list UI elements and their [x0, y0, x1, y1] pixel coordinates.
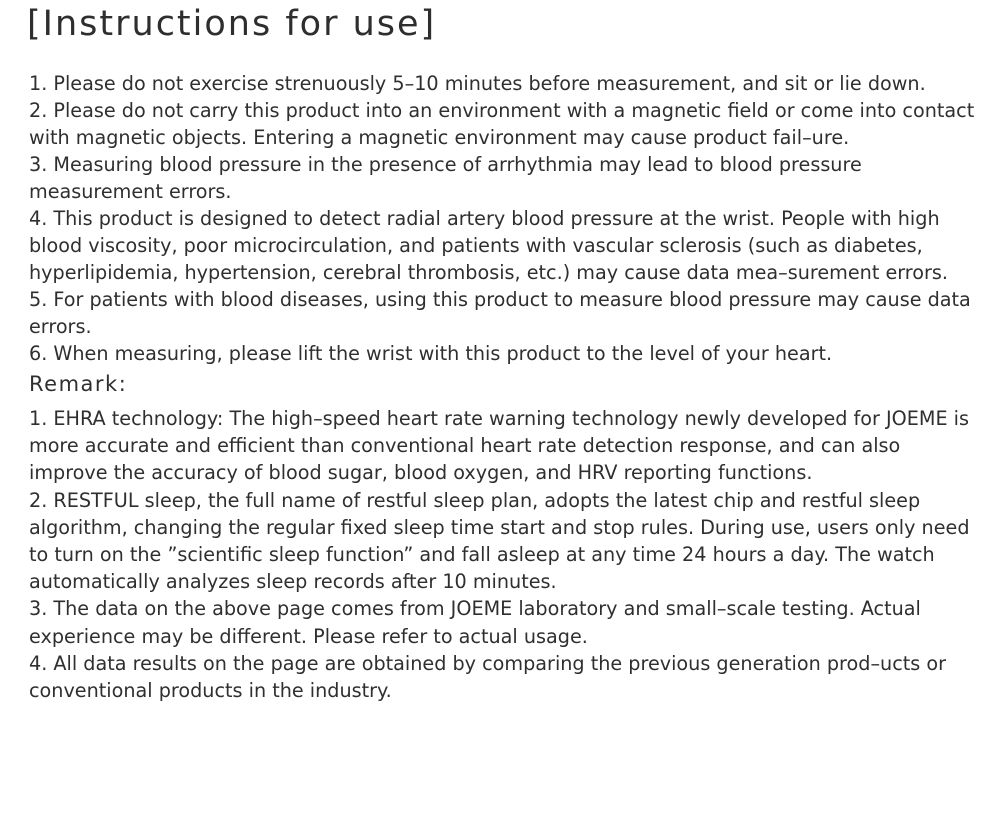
instruction-item: 5. For patients with blood diseases, using this product to measure blood pressure may cause data errors. — [29, 288, 971, 338]
remark-item: 4. All data results on the page are obtained by comparing the previous generation prod–ucts or conventional products in the industry. — [29, 651, 946, 703]
remark-list — [29, 405, 984, 704]
remark-item: 2. RESTFUL sleep, the full name of restful sleep plan, adopts the latest chip and restful sleep algorithm, changing the regular fixed sleep time start and stop rules. During use, users only need to turn on the ”scientific sleep function” and fall asleep at any time 24 hours a day. The watch automatically analyzes sleep records after 10 minutes. — [29, 488, 970, 594]
instructions-page — [29, 0, 984, 704]
remark-heading: Remark: — [29, 372, 128, 396]
instruction-item: 2. Please do not carry this product into an environment with a magnetic field or come into contact with magnetic objects. Entering a magnetic environment may cause product fail–ure. — [29, 99, 975, 149]
remark-item: 1. EHRA technology: The high–speed heart rate warning technology newly developed for JOEME is more accurate and efficient than conventional heart rate detection response, and can also improve the accuracy of blood sugar, blood oxygen, and HRV reporting functions. — [29, 407, 969, 485]
instructions-list — [29, 70, 984, 367]
remark-item: 3. The data on the above page comes from JOEME laboratory and small–scale testing. Actual experience may be different. Please refer to actual usage. — [29, 597, 921, 648]
instruction-item: 6. When measuring, please lift the wrist with this product to the level of your heart. — [29, 342, 833, 365]
instruction-item: 3. Measuring blood pressure in the presence of arrhythmia may lead to blood pressure measurement errors. — [29, 153, 862, 203]
page-title: [Instructions for use] — [27, 4, 437, 44]
instruction-item: 4. This product is designed to detect radial artery blood pressure at the wrist. People with high blood viscosity, poor microcirculation, and patients with vascular sclerosis (such as diabetes, hyperlipidemia, hypertension, cerebral thrombosis, etc.) may cause data mea–surement errors. — [29, 207, 948, 284]
instruction-item: 1. Please do not exercise strenuously 5–10 minutes before measurement, and sit or lie down. — [29, 72, 926, 95]
